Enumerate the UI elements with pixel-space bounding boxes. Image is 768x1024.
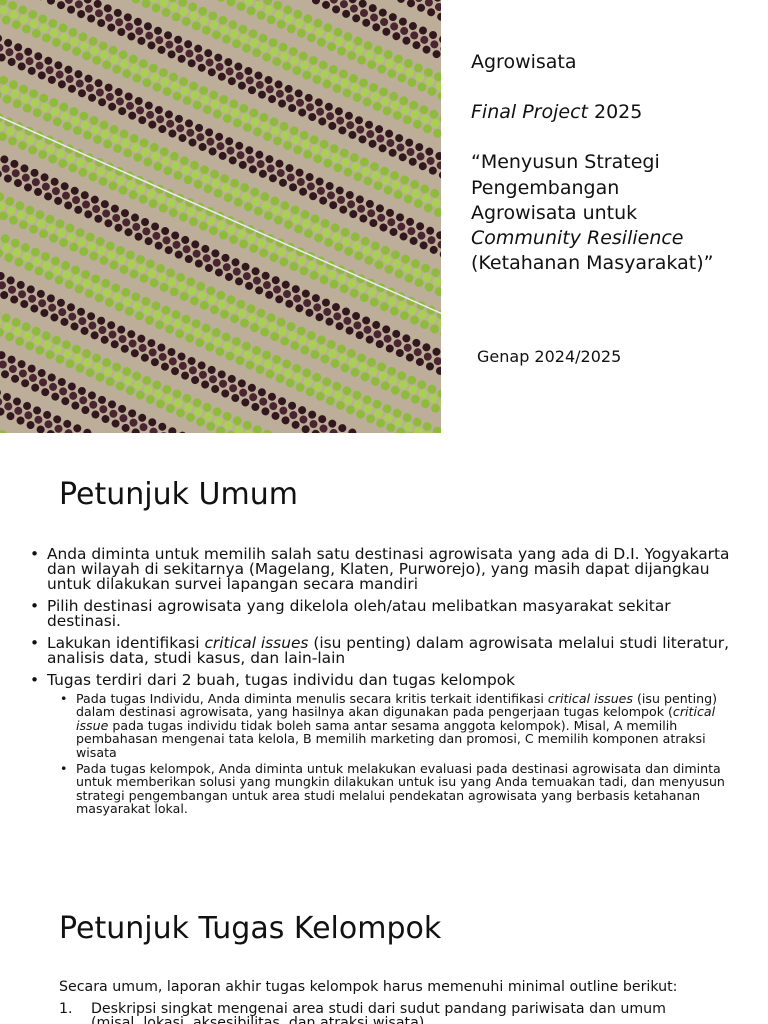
outline-list [59, 1002, 709, 1024]
general-instructions-slide [0, 433, 768, 873]
title-line-7: (Ketahanan Masyarakat)” [471, 252, 714, 275]
title-line-6: Community Resilience [471, 227, 684, 250]
sub-bullet-item: • Pada tugas Individu, Anda diminta menulis secara kritis terkait identifikasi critical issues (isu penting) dalam destinasi agrowisata, yang hasilnya akan digunakan pada pengerjaan tugas kelompok (critical issue pada tugas individu tidak boleh sama antar sesama anggota kelompok). Misal, A memilih pembahasan mengenai tata kelola, B memilih marketing dan promosi, C memilih komponen atraksi wisata [60, 692, 745, 759]
sub-bullet-item: • Pada tugas kelompok, Anda diminta untuk melakukan evaluasi pada destinasi agrowisata dan diminta untuk memberikan solusi yang mungkin dilakukan untuk isu yang Anda temuakan tadi, dan menyusun strategi pengembangan untuk area studi melalui pendekatan agrowisata yang berbasis ketahanan masyarakat lokal. [60, 762, 745, 816]
title-final-project: Final Project 2025 [471, 101, 643, 124]
group-task-slide [0, 873, 768, 1024]
title-agrowisata: Agrowisata [471, 51, 577, 73]
bullet-item: • Lakukan identifikasi critical issues (isu penting) dalam agrowisata melalui studi literatur, analisis data, studi kasus, dan lain-lain [30, 636, 745, 666]
section-title: Petunjuk Tugas Kelompok [59, 911, 442, 946]
slide-title [471, 50, 761, 276]
intro-text: Secara umum, laporan akhir tugas kelompok harus memenuhi minimal outline berikut: [59, 979, 678, 995]
title-line-4: Pengembangan [471, 176, 620, 199]
title-line-5: Agrowisata untuk [471, 201, 638, 224]
sub-bullet-list [60, 692, 745, 816]
bullet-item: • Pilih destinasi agrowisata yang dikelola oleh/atau melibatkan masyarakat sekitar destinasi. [30, 599, 745, 629]
semester-label: Genap 2024/2025 [477, 347, 622, 366]
outline-item: 1. Deskripsi singkat mengenai area studi dari sudut pandang pariwisata dan umum (misal, lokasi, aksesibilitas, dan atraksi wisata) [59, 1001, 666, 1024]
title-slide [0, 0, 768, 433]
bullet-list [30, 547, 745, 823]
bullet-item: • Anda diminta untuk memilih salah satu destinasi agrowisata yang ada di D.I. Yogyakarta dan wilayah di sekitarnya (Magelang, Klaten, Purworejo), yang masih dapat dijangkau untuk dilakukan survei lapangan secara mandiri [30, 547, 745, 592]
section-title: Petunjuk Umum [59, 477, 298, 512]
title-line-3: “Menyusun Strategi [471, 151, 660, 174]
field-photo [0, 0, 441, 433]
bullet-item: • Tugas terdiri dari 2 buah, tugas individu dan tugas kelompok • Pada tugas Individu, Anda diminta menulis secara kritis terkait identifikasi critical issues (isu penting) dalam destinasi agrowisata, yang hasilnya akan digunakan pada pengerjaan tugas kelompok (critical issue pada tugas individu tidak boleh sama antar sesama anggota kelompok). Misal, A memilih pembahasan mengenai tata kelola, B memilih marketing dan promosi, C memilih komponen atraksi wisata • Pada tugas kelompok, Anda diminta untuk melakukan evaluasi pada destinasi agrowisata dan diminta untuk memberikan solusi yang mungkin dilakukan untuk isu yang Anda temuakan tadi, dan menyusun strategi pengembangan untuk area studi melalui pendekatan agrowisata yang berbasis ketahanan masyarakat lokal. [30, 673, 745, 816]
